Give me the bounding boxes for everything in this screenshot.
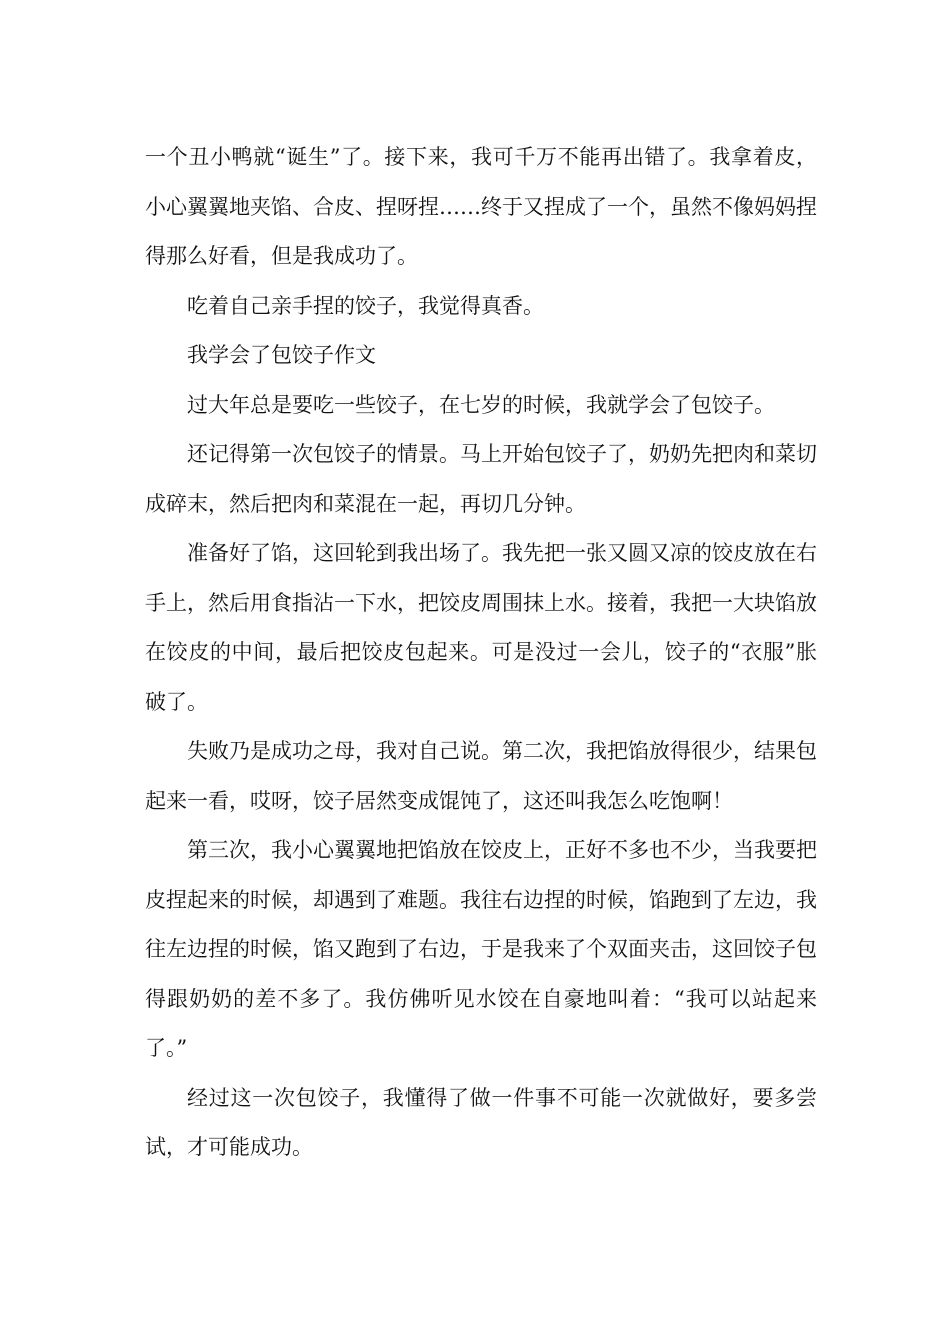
paragraph-4: 过大年总是要吃一些饺子，在七岁的时候，我就学会了包饺子。 — [187, 392, 775, 417]
paragraph-6: 准备好了馅，这回轮到我出场了。我先把一张又圆又凉的饺皮放在右手上，然后用食指沾一下水，把饺皮周围抹上水。接着，我把一大块馅放在饺皮的中间，最后把饺皮包起来。可是没过一会儿，饺子的“衣服”胀破了。 — [145, 541, 817, 714]
paragraph-8: 第三次，我小心翼翼地把馅放在饺皮上，正好不多也不少，当我要把皮捏起来的时候，却遇到了难题。我往右边捏的时候，馅跑到了左边，我往左边捏的时候，馅又跑到了右边，于是我来了个双面夹击，这回饺子包得跟奶奶的差不多了。我仿佛听见水饺在自豪地叫着：“我可以站起来了。” — [145, 838, 817, 1060]
paragraph-1: 一个丑小鸭就“诞生”了。接下来，我可千万不能再出错了。我拿着皮，小心翼翼地夹馅、合皮、捏呀捏……终于又捏成了一个，虽然不像妈妈捏得那么好看，但是我成功了。 — [145, 145, 817, 268]
essay-title: 我学会了包饺子作文 — [187, 343, 376, 367]
paragraph-9: 经过这一次包饺子，我懂得了做一件事不可能一次就做好，要多尝试，才可能成功。 — [145, 1085, 817, 1159]
paragraph-2: 吃着自己亲手捏的饺子，我觉得真香。 — [187, 293, 544, 318]
paragraph-7: 失败乃是成功之母，我对自己说。第二次，我把馅放得很少，结果包起来一看，哎呀，饺子居然变成馄饨了，这还叫我怎么吃饱啊！ — [145, 739, 817, 813]
document-body — [145, 133, 817, 1173]
paragraph-5: 还记得第一次包饺子的情景。马上开始包饺子了，奶奶先把肉和菜切成碎末，然后把肉和菜混在一起，再切几分钟。 — [145, 442, 817, 516]
